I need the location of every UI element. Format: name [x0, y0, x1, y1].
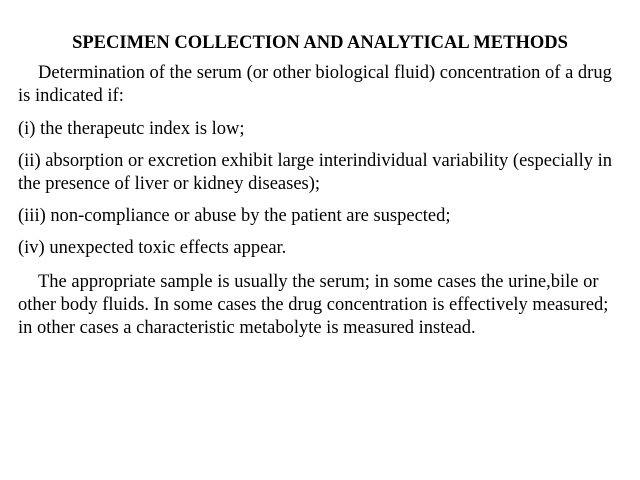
list-item-ii: (ii) absorption or excretion exhibit large interindividual variability (especially in the presence of liver or kidney diseases); — [18, 151, 613, 194]
list-item-i: (i) the therapeutc index is low; — [18, 119, 245, 139]
page-title: SPECIMEN COLLECTION AND ANALYTICAL METHODS — [72, 33, 568, 53]
list-item-iii: (iii) non-compliance or abuse by the patient are suspected; — [18, 206, 451, 226]
intro-paragraph: Determination of the serum (or other biological fluid) concentration of a drug is indicated if: — [18, 63, 612, 106]
closing-paragraph: The appropriate sample is usually the serum; in some cases the urine,bile or other body fluids. In some cases the drug concentration is effectively measured; in other cases a characteristic metabolyte is measured instead. — [18, 272, 609, 338]
list-item-iv: (iv) unexpected toxic effects appear. — [18, 238, 287, 258]
